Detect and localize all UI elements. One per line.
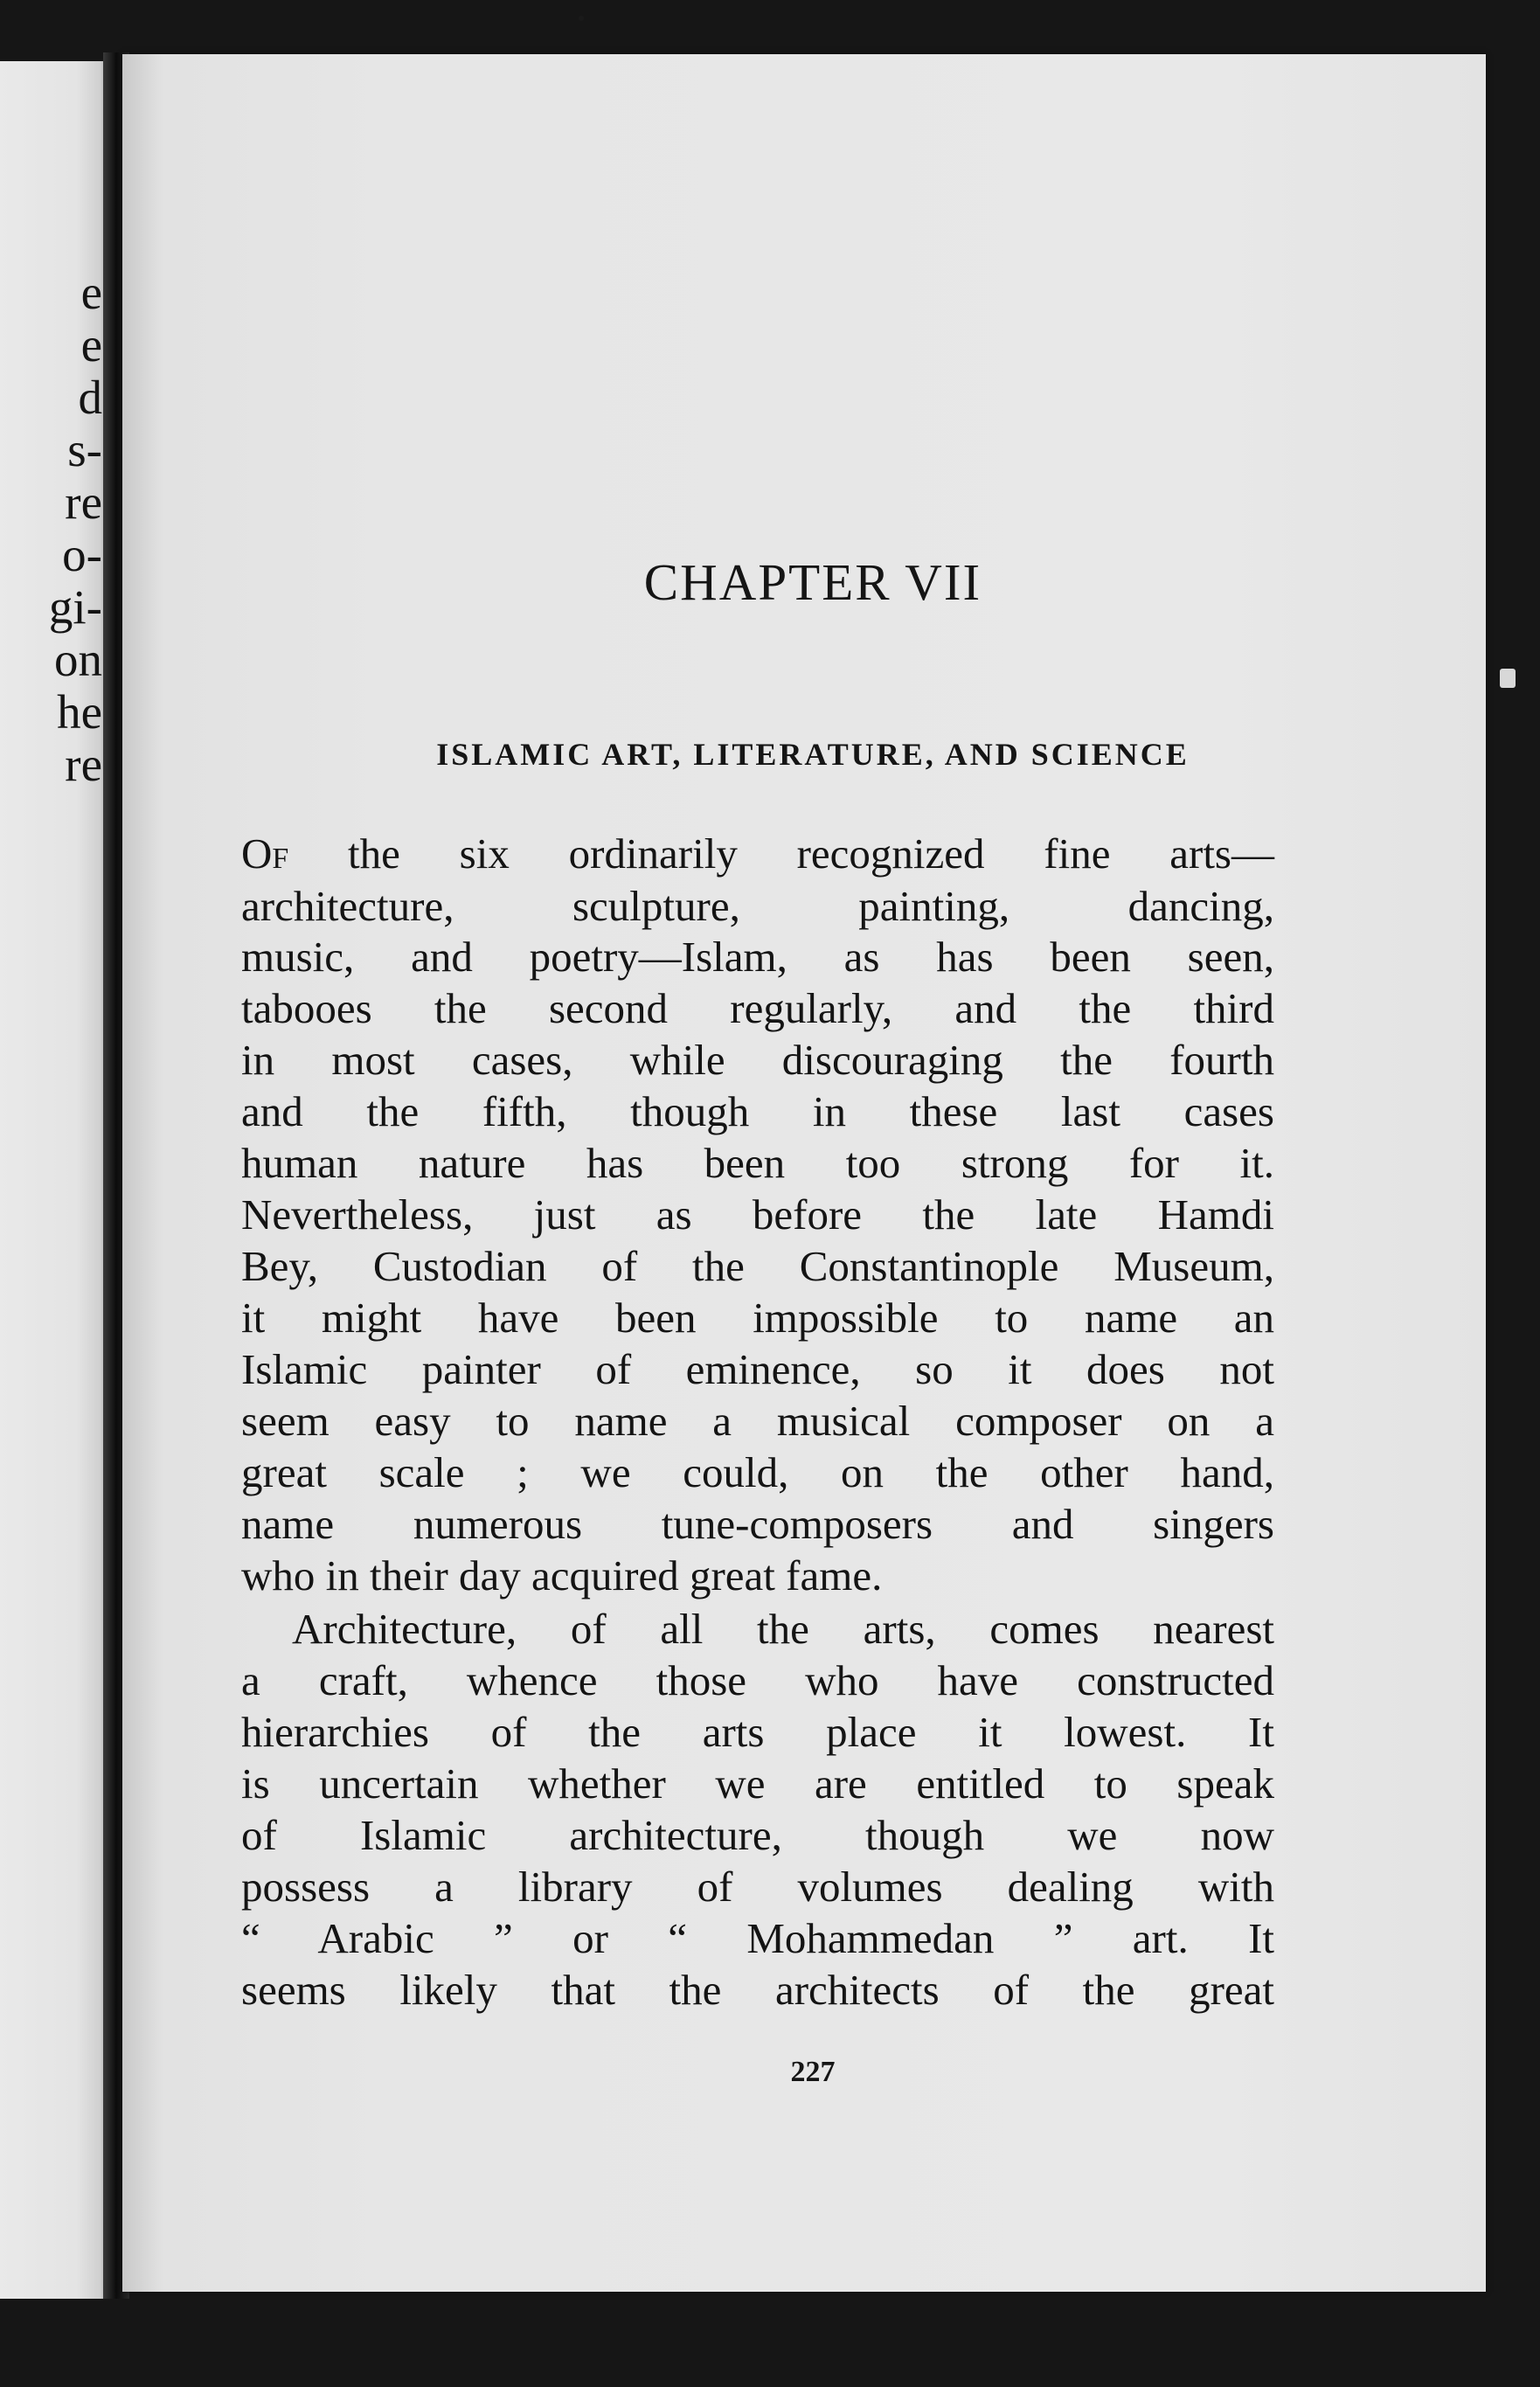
- text-line: possess a library of volumes dealing with: [241, 1863, 1274, 1911]
- text-line: is uncertain whether we are entitled to speak: [241, 1759, 1274, 1808]
- text-line: “ Arabic ” or “ Mohammedan ” art. It: [241, 1914, 1274, 1962]
- left-fragment: e: [80, 266, 102, 319]
- text-line: Bey, Custodian of the Constantinople Museum,: [241, 1242, 1274, 1290]
- text-line: Architecture, of all the arts, comes nearest: [292, 1605, 1274, 1653]
- left-fragment: d: [78, 371, 102, 424]
- left-fragment: s-: [67, 423, 102, 476]
- text-line: seems likely that the architects of the great: [241, 1966, 1274, 2014]
- text-line: name numerous tune-composers and singers: [241, 1500, 1274, 1548]
- chapter-title: ISLAMIC ART, LITERATURE, AND SCIENCE: [436, 737, 1190, 772]
- text-line: hierarchies of the arts place it lowest. It: [241, 1708, 1274, 1756]
- left-fragment: o-: [62, 528, 102, 581]
- text-line: it might have been impossible to name an: [241, 1294, 1274, 1342]
- text-line: and the fifth, though in these last cases: [241, 1087, 1274, 1135]
- left-fragment: re: [65, 738, 102, 791]
- scan-speck: [579, 16, 584, 21]
- left-fragment: he: [57, 685, 102, 739]
- left-fragment: re: [65, 475, 102, 529]
- text-line: tabooes the second regularly, and the third: [241, 984, 1274, 1032]
- text-line: great scale ; we could, on the other hand,: [241, 1448, 1274, 1496]
- text-line: seem easy to name a musical composer on a: [241, 1397, 1274, 1445]
- opening-word: Of: [241, 829, 289, 878]
- left-fragment: on: [54, 633, 102, 686]
- text-line: of Islamic architecture, though we now: [241, 1811, 1274, 1859]
- text-line: Nevertheless, just as before the late Hamdi: [241, 1190, 1274, 1239]
- text-line: architecture, sculpture, painting, dancing,: [241, 882, 1274, 930]
- text-line: in most cases, while discouraging the fourth: [241, 1036, 1274, 1084]
- chapter-heading: CHAPTER VII: [643, 553, 982, 611]
- left-fragment: gi-: [48, 580, 102, 634]
- text-line: a craft, whence those who have constructed: [241, 1656, 1274, 1704]
- left-page-edge: [0, 61, 109, 2299]
- left-fragment: e: [80, 318, 102, 371]
- text-line: who in their day acquired great fame.: [241, 1551, 883, 1599]
- scan-speck: [1500, 669, 1516, 688]
- page-number: 227: [790, 2056, 836, 2088]
- text-line: Islamic painter of eminence, so it does not: [241, 1345, 1274, 1393]
- text-line: music, and poetry—Islam, as has been seen,: [241, 933, 1274, 981]
- left-page-text-fragments: [49, 267, 102, 791]
- page-227: [122, 54, 1486, 2292]
- text-line: human nature has been too strong for it.: [241, 1139, 1274, 1187]
- text-line-1: Of the six ordinarily recognized fine arts—: [241, 829, 1274, 878]
